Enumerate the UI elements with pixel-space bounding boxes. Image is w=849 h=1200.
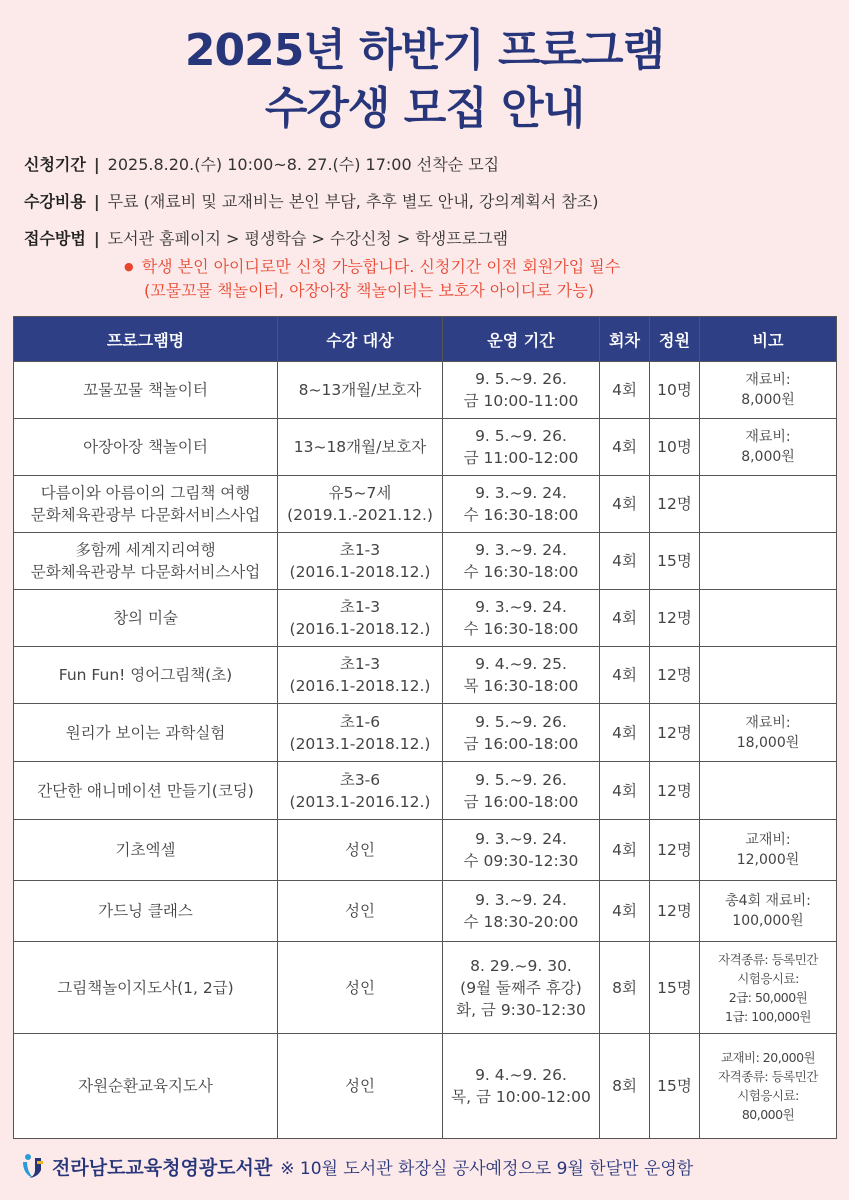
table-row [14,362,837,419]
notice [124,255,824,303]
program-name: 꼬물꼬물 책놀이터 [14,362,278,419]
program-note: 교재비: 12,000원 [700,820,837,881]
program-name: 아장아장 책놀이터 [14,419,278,476]
fee-value: 무료 (재료비 및 교재비는 본인 부담, 추후 별도 안내, 강의계획서 참조) [107,192,599,211]
library-logo-icon [20,1152,46,1180]
program-name: 多함께 세계지리여행 문화체육관광부 다문화서비스사업 [14,533,278,590]
program-name: 그림책놀이지도사(1, 2급) [14,942,278,1034]
program-note: 교재비: 20,000원 자격종류: 등록민간 시험응시료: 80,000원 [700,1034,837,1139]
program-period: 9. 5.~9. 26. 금 11:00-12:00 [443,419,600,476]
program-period: 9. 3.~9. 24. 수 09:30-12:30 [443,820,600,881]
notice-line-1: 학생 본인 아이디로만 신청 가능합니다. 신청기간 이전 회원가입 필수 [141,257,621,276]
program-sessions: 4회 [600,820,650,881]
program-target: 13~18개월/보호자 [278,419,443,476]
program-sessions: 4회 [600,476,650,533]
notice-line-2: (꼬물꼬물 책놀이터, 아장아장 책놀이터는 보호자 아이디로 가능) [144,281,594,300]
column-header: 운영 기간 [443,317,600,362]
program-sessions: 4회 [600,362,650,419]
table-row [14,881,837,942]
program-note [700,590,837,647]
program-capacity: 12명 [650,881,700,942]
table-row [14,419,837,476]
program-name: 원리가 보이는 과학실험 [14,704,278,762]
program-period: 9. 5.~9. 26. 금 16:00-18:00 [443,704,600,762]
program-note [700,533,837,590]
table-row [14,820,837,881]
program-capacity: 10명 [650,362,700,419]
column-header: 수강 대상 [278,317,443,362]
program-sessions: 4회 [600,881,650,942]
program-capacity: 12명 [650,704,700,762]
period-label: 신청기간 [24,155,86,174]
table-row [14,762,837,820]
program-period: 9. 3.~9. 24. 수 16:30-18:00 [443,590,600,647]
program-capacity: 12명 [650,762,700,820]
program-note: 재료비: 18,000원 [700,704,837,762]
program-period: 9. 3.~9. 24. 수 16:30-18:00 [443,476,600,533]
program-target: 초1-3 (2016.1-2018.12.) [278,590,443,647]
program-capacity: 12명 [650,590,700,647]
program-sessions: 4회 [600,419,650,476]
program-table [13,316,837,1139]
program-capacity: 15명 [650,533,700,590]
table-header-row [14,317,837,362]
table-row [14,590,837,647]
program-name: 창의 미술 [14,590,278,647]
separator: | [93,155,100,174]
program-note: 재료비: 8,000원 [700,419,837,476]
table-row [14,476,837,533]
program-capacity: 12명 [650,647,700,704]
program-note: 총4회 재료비: 100,000원 [700,881,837,942]
program-capacity: 15명 [650,1034,700,1139]
program-period: 9. 4.~9. 25. 목 16:30-18:00 [443,647,600,704]
column-header: 정원 [650,317,700,362]
column-header: 비고 [700,317,837,362]
period-value: 2025.8.20.(수) 10:00~8. 27.(수) 17:00 선착순 모집 [107,155,500,174]
program-target: 유5~7세 (2019.1.-2021.12.) [278,476,443,533]
program-note [700,647,837,704]
program-sessions: 4회 [600,762,650,820]
program-name: Fun Fun! 영어그림책(초) [14,647,278,704]
program-name: 기초엑셀 [14,820,278,881]
program-period: 9. 5.~9. 26. 금 16:00-18:00 [443,762,600,820]
program-name: 자원순환교육지도사 [14,1034,278,1139]
page-title [0,22,849,138]
program-name: 간단한 애니메이션 만들기(코딩) [14,762,278,820]
program-target: 초1-3 (2016.1-2018.12.) [278,647,443,704]
library-name: 전라남도교육청영광도서관 [52,1156,273,1179]
table-row [14,942,837,1034]
program-sessions: 8회 [600,942,650,1034]
program-capacity: 12명 [650,820,700,881]
separator: | [93,229,100,248]
table-row [14,704,837,762]
program-period: 9. 3.~9. 24. 수 18:30-20:00 [443,881,600,942]
method-value: 도서관 홈페이지 > 평생학습 > 수강신청 > 학생프로그램 [107,229,509,248]
program-sessions: 4회 [600,647,650,704]
program-target: 성인 [278,942,443,1034]
footer [20,1150,840,1182]
program-target: 초1-3 (2016.1-2018.12.) [278,533,443,590]
table-row [14,533,837,590]
column-header: 회차 [600,317,650,362]
application-info [24,150,824,303]
period-row [24,150,824,187]
table-row [14,1034,837,1139]
table-row [14,647,837,704]
program-note [700,762,837,820]
program-sessions: 4회 [600,704,650,762]
program-capacity: 15명 [650,942,700,1034]
program-period: 9. 5.~9. 26. 금 10:00-11:00 [443,362,600,419]
fee-label: 수강비용 [24,192,86,211]
program-note: 재료비: 8,000원 [700,362,837,419]
program-period: 9. 3.~9. 24. 수 16:30-18:00 [443,533,600,590]
separator: | [93,192,100,211]
program-target: 초1-6 (2013.1-2018.12.) [278,704,443,762]
program-capacity: 10명 [650,419,700,476]
program-sessions: 4회 [600,533,650,590]
title-line-2: 수강생 모집 안내 [264,83,585,134]
program-sessions: 8회 [600,1034,650,1139]
program-name: 다름이와 아름이의 그림책 여행 문화체육관광부 다문화서비스사업 [14,476,278,533]
program-sessions: 4회 [600,590,650,647]
program-period: 9. 4.~9. 26. 목, 금 10:00-12:00 [443,1034,600,1139]
program-note [700,476,837,533]
program-target: 성인 [278,881,443,942]
column-header: 프로그램명 [14,317,278,362]
program-capacity: 12명 [650,476,700,533]
title-line-1: 2025년 하반기 프로그램 [184,25,665,76]
program-target: 성인 [278,1034,443,1139]
program-note: 자격종류: 등록민간 시험응시료: 2급: 50,000원 1급: 100,000원 [700,942,837,1034]
footer-note: ※ 10월 도서관 화장실 공사예정으로 9월 한달만 운영함 [280,1158,694,1179]
fee-row [24,187,824,224]
program-target: 성인 [278,820,443,881]
program-name: 가드닝 클래스 [14,881,278,942]
program-period: 8. 29.~9. 30. (9월 둘째주 휴강) 화, 금 9:30-12:30 [443,942,600,1034]
bullet-icon: ● [124,260,134,273]
program-target: 8~13개월/보호자 [278,362,443,419]
program-target: 초3-6 (2013.1-2016.12.) [278,762,443,820]
method-label: 접수방법 [24,229,86,248]
